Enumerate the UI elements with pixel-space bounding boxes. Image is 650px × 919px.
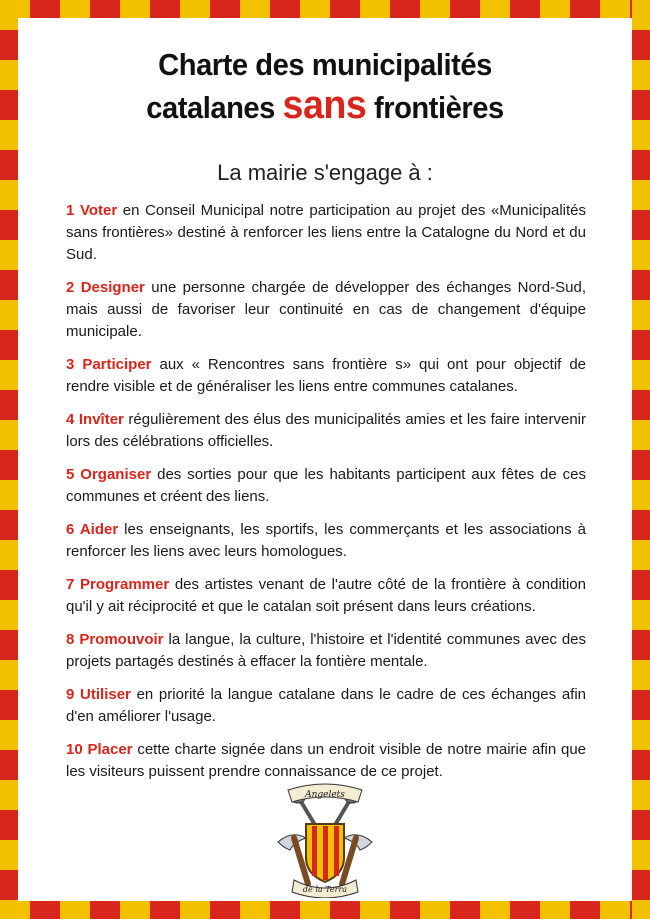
item-text: une personne chargée de développer des échanges Nord-Sud, mais aussi de favoriser leur continuité en cas de changement d'équipe municipale. bbox=[66, 279, 586, 340]
item-verb: Placer bbox=[87, 741, 133, 758]
item-verb: Participer bbox=[82, 356, 152, 373]
top-flag-border bbox=[0, 0, 650, 18]
item-verb: Aider bbox=[79, 521, 119, 538]
item-number: 8 bbox=[66, 631, 75, 648]
bottom-flag-border bbox=[0, 901, 650, 919]
item-text: des sorties pour que les habitants participent aux fêtes de ces communes et créent des liens. bbox=[66, 466, 586, 505]
item-text: la langue, la culture, l'histoire et l'identité communes avec des projets partagés destinés à effacer la fontière mentale. bbox=[66, 631, 587, 670]
list-item bbox=[66, 409, 586, 453]
item-text: en priorité la langue catalane dans le cadre de ces échanges afin d'en améliorer l'usage. bbox=[66, 686, 586, 725]
angelets-logo bbox=[272, 780, 378, 898]
item-keyword bbox=[66, 576, 169, 593]
title-line-2-before: catalanes bbox=[146, 90, 283, 125]
item-number: 9 bbox=[66, 686, 75, 703]
item-text: des artistes venant de l'autre côté de la frontière à condition qu'il y ait réciprocité et que le catalan soit présent dans leurs créations. bbox=[66, 576, 586, 615]
list-item bbox=[66, 277, 586, 343]
right-flag-border bbox=[632, 0, 650, 919]
item-text: cette charte signée dans un endroit visible de notre mairie afin que les visiteurs puissent prendre connaissance de ce projet. bbox=[66, 741, 587, 780]
item-keyword bbox=[66, 741, 133, 758]
item-keyword bbox=[66, 466, 151, 483]
item-keyword bbox=[66, 279, 145, 296]
list-item bbox=[66, 684, 586, 728]
item-text: aux « Rencontres sans frontière s» qui ont pour objectif de rendre visible et de généraliser les liens entre communes catalanes. bbox=[66, 356, 586, 395]
list-item bbox=[66, 464, 586, 508]
item-text: les enseignants, les sportifs, les commerçants et les associations à renforcer les liens avec leurs homologues. bbox=[66, 521, 586, 560]
item-text: en Conseil Municipal notre participation au projet des «Municipalités sans frontières» destiné à renforcer les liens entre la Catalogne du Nord et du Sud. bbox=[66, 202, 586, 263]
item-number: 5 bbox=[66, 466, 75, 483]
item-number: 6 bbox=[66, 521, 75, 538]
logo-bottom-text: de la Terra bbox=[302, 885, 348, 894]
title-highlight: sans bbox=[282, 83, 367, 127]
item-number: 1 bbox=[66, 202, 75, 219]
item-verb: Organiser bbox=[80, 466, 152, 483]
item-number: 3 bbox=[66, 356, 75, 373]
list-item bbox=[66, 354, 586, 398]
list-item bbox=[66, 200, 586, 266]
item-number: 10 bbox=[66, 741, 83, 758]
item-verb: Utiliser bbox=[80, 686, 131, 703]
subtitle: La mairie s'engage à : bbox=[217, 160, 433, 185]
page-title bbox=[57, 44, 593, 128]
item-verb: Voter bbox=[79, 202, 118, 219]
item-keyword bbox=[66, 411, 124, 428]
item-number: 4 bbox=[66, 411, 75, 428]
angelets-emblem-icon bbox=[272, 780, 378, 898]
item-keyword bbox=[66, 686, 131, 703]
item-verb: Promouvoir bbox=[79, 631, 164, 648]
item-number: 7 bbox=[66, 576, 75, 593]
item-number: 2 bbox=[66, 279, 75, 296]
left-flag-border bbox=[0, 0, 18, 919]
commitment-list bbox=[66, 200, 586, 794]
item-verb: Programmer bbox=[79, 576, 170, 593]
item-keyword bbox=[66, 202, 117, 219]
list-item bbox=[66, 739, 586, 783]
list-item bbox=[66, 574, 586, 618]
item-verb: Designer bbox=[80, 279, 145, 296]
list-item bbox=[66, 629, 586, 673]
item-verb: Invîter bbox=[78, 411, 124, 428]
item-text: régulièrement des élus des municipalités amies et les faire intervenir lors des célébrations officielles. bbox=[66, 411, 586, 450]
title-line-1: Charte des municipalités bbox=[158, 47, 492, 82]
logo-top-text: Angelets bbox=[305, 790, 345, 800]
list-item bbox=[66, 519, 586, 563]
title-line-2-after: frontières bbox=[366, 90, 504, 125]
item-keyword bbox=[66, 631, 164, 648]
item-keyword bbox=[66, 521, 118, 538]
title-line-2 bbox=[57, 85, 593, 128]
item-keyword bbox=[66, 356, 152, 373]
